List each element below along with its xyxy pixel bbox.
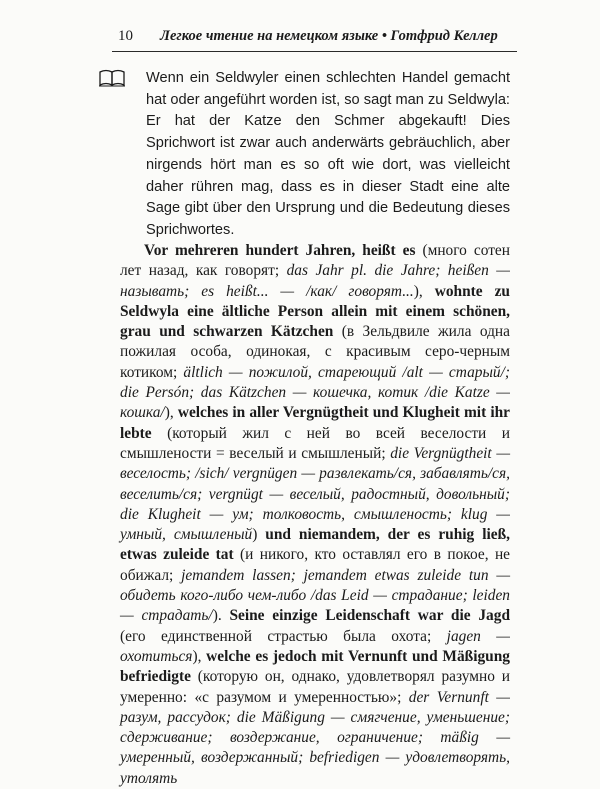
german-text-segment: welches in aller Vergnügtheit und Klugheit mit ihr lebte <box>120 404 510 442</box>
vocabulary-gloss-segment: jagen — охотиться <box>120 627 510 665</box>
german-text-segment: Seine einzige Leidenschaft war die Jagd <box>229 607 510 625</box>
german-text-segment: Vor mehreren hundert Jahren, heißt es <box>144 242 416 259</box>
running-head <box>118 28 518 45</box>
page-number: 10 <box>118 28 133 44</box>
russian-translation-segment: ), <box>413 282 435 300</box>
russian-translation-segment: ) <box>252 526 266 544</box>
vocabulary-gloss-segment: das Jahr pl. die Jahre; heißen — называть; es heißt... — /как/ говорят... <box>120 262 510 300</box>
vocabulary-gloss-segment: ältlich — пожилой, стареющий /alt — старый/; die Persón; das Kätzchen — кошечка, котик /die Katze — кошка/ <box>120 363 510 422</box>
russian-translation-segment: ), <box>164 404 178 422</box>
russian-translation-segment: ), <box>192 647 207 665</box>
russian-translation-segment: (много сотен лет назад, как говорят; <box>120 242 510 280</box>
russian-translation-segment: (в Зельдвиле жила одна пожилая особа, одинокая, с красивым серо-черным котиком; <box>120 323 510 381</box>
header-rule <box>112 51 517 52</box>
running-head-title: Легкое чтение на немецком языке • Готфрид Келлер <box>160 28 498 44</box>
vocabulary-gloss-segment: jemandem lassen; jemandem etwas zuleide tun — обидеть кого-либо чем-либо /das Leid — страдание; leiden — страдать/ <box>120 566 511 625</box>
vocabulary-gloss-segment: der Vernunft — разум, рассудок; die Mäßigung — смягчение, уменьшение; сдерживание; воздержание, ограничение; mäßig — умеренный, воздержанный; befriedigen — удовлетворять, утолять <box>120 688 510 787</box>
book-icon <box>98 69 126 87</box>
russian-translation-segment: (которую он, однако, удовлетворял разумно и умеренно: «с разумом и умеренностью»; <box>120 668 510 706</box>
german-text-segment: und niemandem, der es ruhig ließ, etwas zuleide tat <box>120 526 510 564</box>
annotated-reading-paragraph <box>120 241 510 789</box>
russian-translation-segment: (его единственной страстью была охота; <box>120 627 447 645</box>
russian-translation-segment: (и никого, кто оставлял его в покое, не обижал; <box>120 546 511 584</box>
german-text-segment: wohnte zu Seldwyla eine ältliche Person allein mit einem schönen, grau und schwarzen Kätzchen <box>120 282 510 341</box>
russian-translation-segment: (который жил с ней во всей веселости и смышлености = веселый и смышленый; <box>120 424 510 462</box>
german-text-segment: welche es jedoch mit Vernunft und Mäßigung befriedigte <box>120 647 510 686</box>
original-german-paragraph: Wenn ein Seldwyler einen schlechten Handel gemacht hat oder angeführt worden ist, so sagt man zu Seldwyla: Er hat der Katze den Schmer abgekauft! Dies Sprichwort ist zwar auch anderwärts gebräuchlich, aber nirgends hört man es so oft wie dort, was vielleicht daher rühren mag, dass es in dieser Stadt eine alte Sage gibt über den Ursprung und die Bedeutung dieses Sprichwortes. <box>146 70 510 238</box>
vocabulary-gloss-segment: die Vergnügtheit — веселость; /sich/ vergnügen — развлекать/ся, забавлять/ся, веселить/ся; vergnügt — веселый, радостный, довольный; die Klugheit — ум; толковость, смышленость; klug — умный, смышленый <box>120 444 511 544</box>
russian-translation-segment: ). <box>212 607 230 625</box>
